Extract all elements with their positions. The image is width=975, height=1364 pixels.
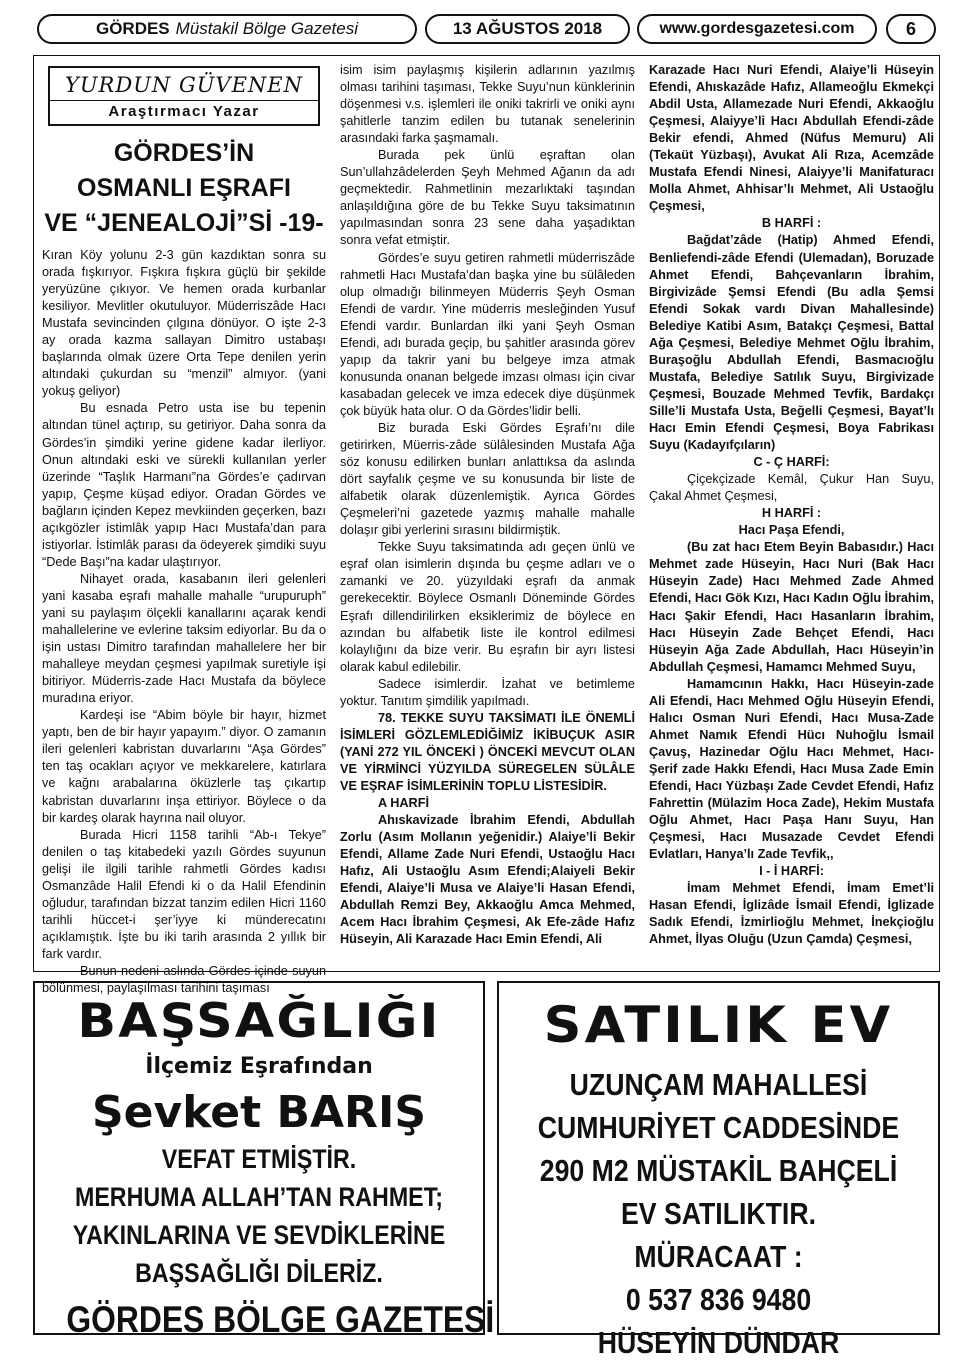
author-role: Araştırmacı Yazar — [50, 100, 318, 121]
name-list: Bağdat’zâde (Hatip) Ahmed Efendi, Benliefendi-zâde Efendi (Ulemadan), Boruzade Ahmet Efendi, Bahçevanların İbrahim, Birgivizâde Şemsi Efendi (Bu adla Şemsi Efendi Sokak vardı Divan Mahallesinde) Belediye Katibi Asım, Batakçı Çeşmesi, Battal Ağa Çeşmesi, Belediye Mehmet Oğlu İbrahim, Buraşoğlu Abdullah Efendi, Basmacıoğlu Mustafa, Belediye Satılık Suyu, Birgivizade Çeşmesi, Bouzade Mehmed Tevfik, Bardakçı Sille’li Mustafa Usta, Beğelli Çeşmesi, Bayat’lı Hacı Emin Efendi Çeşmesi, Boya Fabrikası Suyu (Kadayıfçıların) — [649, 233, 934, 453]
author-name: YURDUN GÜVENEN — [64, 73, 303, 97]
article-frame — [33, 55, 940, 996]
name-list: Hamamcının Hakkı, Hacı Hüseyin-zade Ali Efendi, Hacı Mehmed Oğlu Hüseyin Efendi, Halıcı Osman Nuri Efendi, Hacı Musa-Zade Ahmet Namık Efendi Hücı Nuhoğlu İsmail Çavuş, Hazinedar Oğlu Hacı Mehmet, Hacı-Şerif zade Hakkı Efendi, Hacı Musa Zade Emin Efendi, Hacı Yüzbaşı Zade Cevdet Efendi, Hafız Fahrettin (Mülazim Hoca Zade), Hekim Mustafa Oğlu Ahmet, Hacı Paşa Hanı Suyu, Han Çeşmesi, Hacı Musazade Cevdet Efendi Evlatları, Hanya’lı Zade Tevfik,, — [649, 676, 934, 862]
paragraph: Gördes’e suyu getiren rahmetli müderriszâde rahmetli Hacı Mustafa’dan başka yine bu sülâleden olup olmadığı bilinmeyen Müderris Şeyh Osman Efendi de vardır. Yine müderris mesleğinden Yusuf Efendi vardır. Bunlardan ilki yani Şeyh Osman Efendi, adı burada geçip, bu şahitler arasında görev yapıp da takrir yani bu belgeye imza atmak konusunda onanan belgede imzası olması için civar kasabadan gelecek ve imza edecek diye düşünmek çok büyük hata olur. O da Gördes’lidir belli. — [340, 250, 635, 418]
paragraph: Bunun nedeni aslında Gördes içinde suyun bölünmesi, paylaşılması tarihini taşıması — [42, 963, 326, 996]
paragraph: Biz burada Eski Gördes Eşrafı’nı dile getirirken, Müerris-zâde sülâlesinden Mustafa Ağa söz konusu edilirken bunları anlattıksa da aslında dört sayfalık çeşme ve su konusunda bir liste de alfabetik olarak düzenlemiştik. Ayrıca Gördes Çeşmeleri’ni gazetede yazmış mahalle mahalle dolaşır gibi yerlerini sırasını bildirmiştik. — [340, 420, 635, 538]
condolence-title: BAŞSAĞLIĞI — [77, 994, 441, 1049]
website-link[interactable]: www.gordesgazetesi.com — [637, 14, 877, 44]
paragraph: Burada pek ünlü eşraftan olan Sun’ullahzâdelerden Şeyh Mehmed Ağanın da adı geçmektedir. Rahmetlinin mezarlıktaki taşından anlaşıldığına göre de bu Tekke Suyu taksimatının yapılmasından sonra 23 sene daha yaşadıktan sonra vefat etmiştir. — [340, 148, 635, 248]
letter-heading: I - İ HARFİ: — [759, 864, 824, 879]
author-box — [48, 66, 320, 126]
sale-line-2: CUMHURİYET CADDESİNDE — [537, 1110, 900, 1145]
letter-heading: C - Ç HARFİ: — [753, 455, 830, 470]
paper-name: GÖRDES — [95, 19, 170, 38]
page-number: 6 — [886, 14, 936, 44]
headline-line-2: OSMANLI EŞRAFI — [77, 174, 291, 202]
paragraph: Bu esnada Petro usta ise bu tepenin altından tünel açtırıp, su getiriyor. Daha sonra da Gördes’in şimdiki yerine gidene kadar ilerliyor. Onun altındaki eski ve sürekli kullanılan yerler üzerinde “Taşlık Harmanı”na Gördes’e çadırvan yapıp, Çeşme küşad ediyor. Oradan Gördes ve bağların içinden Kepez mevkiinden geçerken, bazı açıkgözler istimlâk yapıp Hacı Mustafa’dan para istiyorlar. İstimlâk parası da ödeyerek şimdiki suyu “Dede Başı”na kadar ulaştırıyor. — [42, 401, 326, 569]
condolence-line-2: MERHUMA ALLAH’TAN RAHMET; — [74, 1182, 444, 1212]
letter-heading: H HARFİ : — [761, 506, 822, 521]
sale-line-1: UZUNÇAM MAHALLESİ — [569, 1067, 868, 1102]
condolence-ad — [33, 981, 495, 1340]
paragraph: Tekke Suyu taksimatında adı geçen ünlü ve eşraf olan isimlerin dışında bu çeşme adları ve o zamanki ve 20. yüzyıldaki eşrafı da anmak gerekecektir. Böylece Osmanlı Döneminde Gördes Eşrafı dillendirilirken eksiklerimiz de böylece en azından bu alfabetik liste ile kontrol edilmesi kolaylığını da bize verir. Bu eşrafın bir ayrı listesi olarak kabul edilebilir. — [340, 540, 635, 674]
sale-line-3: 290 M2 MÜSTAKİL BAHÇELİ — [539, 1153, 898, 1188]
article-column-3 — [649, 62, 934, 963]
article-headline — [42, 136, 326, 241]
issue-date: 13 AĞUSTOS 2018 — [425, 14, 630, 44]
paragraph: Kardeşi ise “Abim böyle bir hayır, hizmet yaptı, ben de bir hayır yapayım.” diyor. O zamanın ileri gelenleri kabristan duvarlarını “Aşa Gördes” ten taş ocakları açıyor ve mekkarelere, katırlara ve kağnı arabalarına öküzlerle taş çıkartıp kabristan duvarlarını inşa ettiriyor. Böylece o da bir kardeş olarak hayrına nail oluyor. — [42, 708, 326, 825]
condolence-signature: GÖRDES BÖLGE GAZETESİ — [66, 1299, 495, 1340]
paper-tagline: Müstakil Bölge Gazetesi — [175, 19, 359, 38]
letter-heading: A HARFİ — [378, 796, 429, 811]
deceased-name: Şevket BARIŞ — [91, 1087, 427, 1138]
name-list: (Bu zat hacı Etem Beyin Babasıdır.) Hacı Mehmet zade Hüseyin, Hacı Nuri (Bak Hacı Hüseyin Zade) Hacı Mehmed Zade Ahmed Efendi, Hacı Gök Kızı, Hacı Kadın Oğlu İbrahim, Hacı Şakir Efendi, Hacı Hasanların İbrahim, Hacı Hüseyin Zade Behçet Efendi, Hacı Hüseyin Ağa Zade Abdullah, Hacı Hüseyin’in Abdullah Çeşmesi, Hamamcı Mehmed Suyu, — [649, 540, 934, 674]
paragraph: isim isim paylaşmış kişilerin adlarının yazılmış olması tarihini taşıması, Tekke Suyu’nun künklerinin döşenmesi v.s. işlemleri ile oniki takrirli ve oniki aynı şahitlerle tanzim edilen bu tutanak senelerinin arasındaki farka şaşmamalı. — [340, 63, 635, 146]
masthead-name — [37, 14, 417, 44]
condolence-subtitle: İlçemiz Eşrafından — [145, 1054, 373, 1079]
condolence-line-1: VEFAT ETMİŞTİR. — [161, 1144, 357, 1174]
name-list: Hacı Paşa Efendi, — [738, 523, 845, 538]
article-column-2 — [340, 62, 635, 963]
paragraph: Nihayet orada, kasabanın ileri gelenleri yani kasaba eşrafı mahalle mahalle “urupuruph” yani su paylaşım ölçekli kanallarını açarak kendi mahallelerine ve evlerine taksim ediyorlar. Bu da o işin ustası Dimitro tarafından mahallelere her bir mahalleye meydan çeşmesi yapılmak suretiyle işi bitiriyor. Müderris-zade Hacı Mustafa da böylece muradına eriyor. — [42, 571, 326, 706]
headline-line-3: VE “JENEALOJİ”Sİ -19- — [44, 209, 324, 237]
condolence-line-3: YAKINLARINA VE SEVDİKLERİNE — [72, 1220, 446, 1250]
name-list: Ahıskavizade İbrahim Efendi, Abdullah Zorlu (Asım Mollanın yeğenidir.) Alaiye’li Bekir Efendi, Allame Zade Nuri Efendi, Ustaoğlu Hacı Hafız, Ali Ustaoğlu Asım Efendi;Alaiyeli Bekir Efendi, Alaiye’li Musa ve Alaiye’li Hasan Efendi, Abdullah Remzi Bey, Akkaoğlu Amca Mehmed, Acem Hacı İbrahim Çeşmesi, Ak Efe-zâde Hafız Hüseyin, Ali Karazade Hacı Emin Efendi, Ali — [340, 813, 635, 947]
sale-line-5: MÜRACAAT : — [634, 1239, 803, 1274]
sale-phone[interactable]: 0 537 836 9480 — [625, 1282, 812, 1317]
condolence-line-4: BAŞSAĞLIĞI DİLERİZ. — [135, 1258, 383, 1288]
sale-line-4: EV SATILIKTIR. — [620, 1196, 817, 1231]
article-column-1 — [42, 66, 326, 996]
house-sale-ad — [497, 981, 940, 1360]
list-heading: 78. TEKKE SUYU TAKSİMATI İLE ÖNEMLİ İSİMLERİ GÖZLEMLEDİĞİMİZ İKİBUÇUK ASIR (YANİ 272 YIL ÖNCEKİ ) ÖNCEKİ MEVCUT OLAN VE YİRMİNCİ YÜZYILDA SÜREGELEN SÜLÂLE VE EŞRAF İSİMLERİNİN TOPLU LİSTESİDİR. — [340, 710, 635, 793]
paragraph: Sadece isimlerdir. İzahat ve betimleme yoktur. Tanıtım şimdilik yapılmadı. — [340, 676, 635, 708]
sale-contact-name: HÜSEYİN DÜNDAR — [597, 1325, 840, 1360]
name-list: Karazade Hacı Nuri Efendi, Alaiye’li Hüseyin Efendi, Ahıskazâde Hafız, Allameoğlu Ekmekçi Abdil Usta, Allamezade Nuri Efendi, Akkaoğlu Çeşmesi, Alaiyye’li Hacı Abdullah Efendi-zâde Bekir efendi, Ahmed (Nüfus Memuru) Ali (Tekaüt Yüzbaşı), Avukat Ali Rıza, Acemzâde Mustafa Efendi Ninesi, Alaiyye’li Manifaturacı Molla Ahmet, Ahhisar’lı Mehmet, Ali Ustaoğlu Çeşmesi, — [649, 63, 934, 214]
name-list: Çiçekçizade Kemâl, Çukur Han Suyu, Çakal Ahmet Çeşmesi, — [649, 472, 934, 504]
name-list: İmam Mehmet Efendi, İmam Emet’li Hasan Efendi, İglizâde İsmail Efendi, İglizade Sadık Efendi, İzmirlioğlu Mehmet, İnekçioğlu Ahmet, İlyas Oluğu (Uzun Çamda) Çeşmesi, — [649, 881, 934, 947]
paragraph: Kıran Köy yolunu 2-3 gün kazdıktan sonra su orada fışkırıyor. Fışkıra fışkıra güçlü bir şekilde yeryüzüne çıkıyor. Ve hemen orada kurbanlar kesiliyor. Mevlitler okutuluyor. Müderriszâde Hacı Mustafa sevincinden çılgına dönüyor. O işte 2-3 ay orada kazma sallayan Dimitro ustabaşı başlarında olmak üzere Orta Tepe denilen yerin altındaki çukurdan su “menzil” almıyor. (yani yokuş geliyor) — [42, 248, 326, 399]
paragraph: Burada Hicri 1158 tarihli “Ab-ı Tekye” denilen o taş kitabedeki yazılı Gördes suyunun gelişi ile ilgili tarihle rahmetli Gördes kadısı Osmanzâde Halil Efendi ki o da Halil Efendinin oğludur, tarafından bizzat tanzim edilen Hicri 1160 tarihli hüccet-i şer’iyye ki münderecatını açıklamıştık. İşte bu iki tarih arasında 2 yıllık bir fark vardır. — [42, 827, 326, 961]
sale-title: SATILIK EV — [543, 996, 894, 1054]
letter-heading: B HARFİ : — [761, 216, 822, 231]
headline-line-1: GÖRDES’İN — [113, 139, 255, 167]
